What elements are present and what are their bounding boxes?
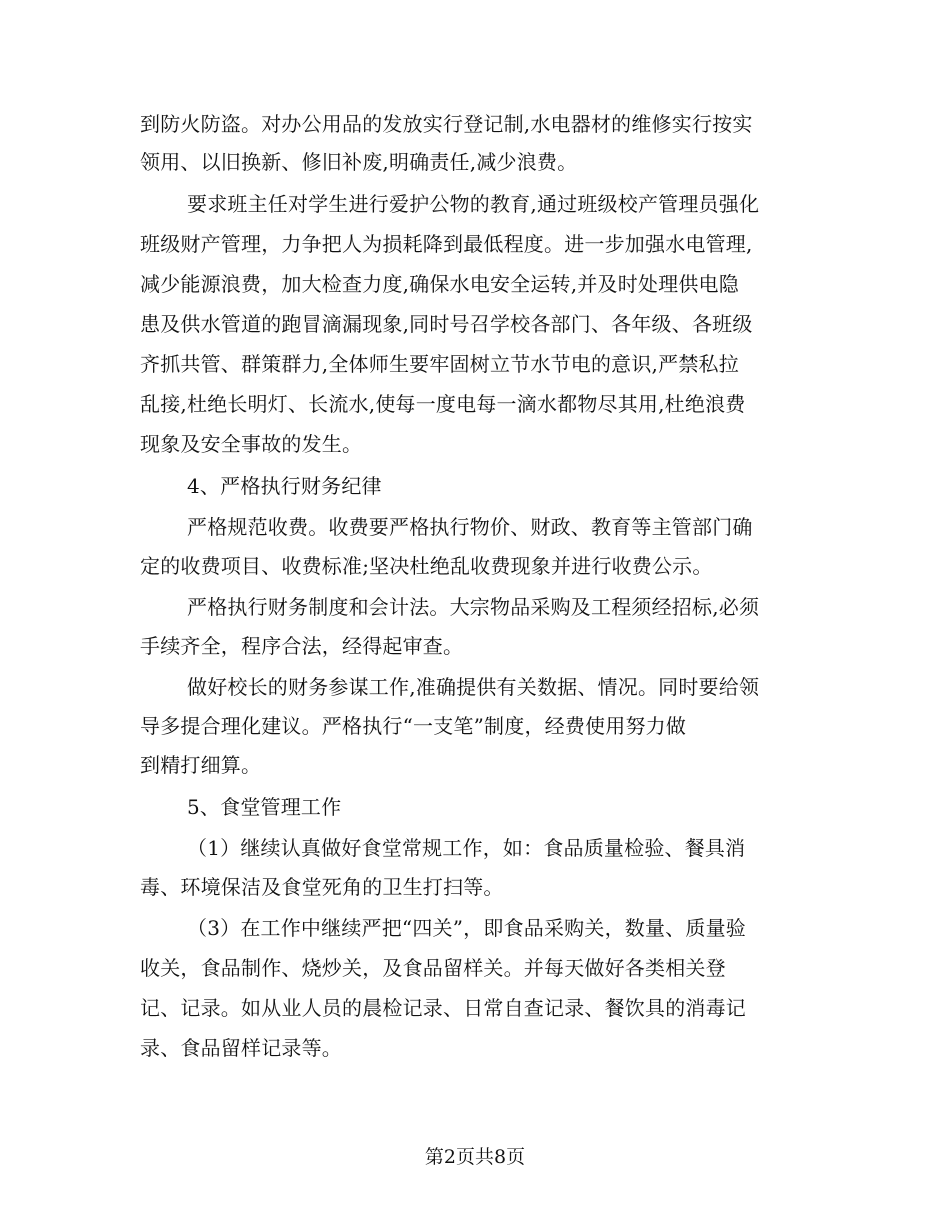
text-line: 减少能源浪费，加大检查力度,确保水电安全运转,并及时处理供电隐 (140, 272, 739, 296)
text-line: 手续齐全，程序合法，经得起审查。 (140, 634, 464, 658)
text-line: 到防火防盗。对办公用品的发放实行登记制,水电器材的维修实行按实 (140, 112, 753, 136)
text-line: 记、记录。如从业人员的晨检记录、日常自查记录、餐饮具的消毒记 (140, 996, 746, 1020)
text-line: 齐抓共管、群策群力,全体师生要牢固树立节水节电的意识,严禁私拉 (140, 352, 739, 376)
text-line: 收关，食品制作、烧炒关，及食品留样关。并每天做好各类相关登 (140, 956, 726, 980)
text-line: 定的收费项目、收费标准;坚决杜绝乱收费现象并进行收费公示。 (140, 554, 713, 578)
text-line: 现象及安全事故的发生。 (140, 432, 363, 456)
paragraph-start-line: （3）在工作中继续严把“四关”，即食品采购关，数量、质量验 (187, 916, 746, 940)
paragraph-start-line: 要求班主任对学生进行爱护公物的教育,通过班级校产管理员强化 (187, 192, 760, 216)
text-line: 到精打细算。 (140, 753, 262, 777)
paragraph-start-line: （1）继续认真做好食堂常规工作，如：食品质量检验、餐具消 (187, 836, 746, 860)
text-line: 患及供水管道的跑冒滴漏现象,同时号召学校各部门、各年级、各班级 (140, 312, 753, 336)
paragraph-start-line: 做好校长的财务参谋工作,准确提供有关数据、情况。同时要给领 (187, 675, 760, 699)
text-line: 领用、以旧换新、修旧补废,明确责任,减少浪费。 (140, 150, 578, 174)
paragraph-start-line: 严格规范收费。收费要严格执行物价、财政、教育等主管部门确 (187, 515, 753, 539)
text-line: 毒、环境保洁及食堂死角的卫生打扫等。 (140, 875, 504, 899)
page-number: 第2页共8页 (424, 1146, 526, 1168)
section-heading: 5、食堂管理工作 (187, 795, 342, 819)
section-heading: 4、严格执行财务纪律 (187, 474, 382, 498)
text-line: 乱接,杜绝长明灯、长流水,使每一度电每一滴水都物尽其用,杜绝浪费 (140, 392, 746, 416)
text-line: 录、食品留样记录等。 (140, 1036, 342, 1060)
paragraph-start-line: 严格执行财务制度和会计法。大宗物品采购及工程须经招标,必须 (187, 595, 760, 619)
text-line: 班级财产管理，力争把人为损耗降到最低程度。进一步加强水电管理, (140, 232, 753, 256)
text-line: 导多提合理化建议。严格执行“一支笔”制度，经费使用努力做 (140, 714, 687, 738)
